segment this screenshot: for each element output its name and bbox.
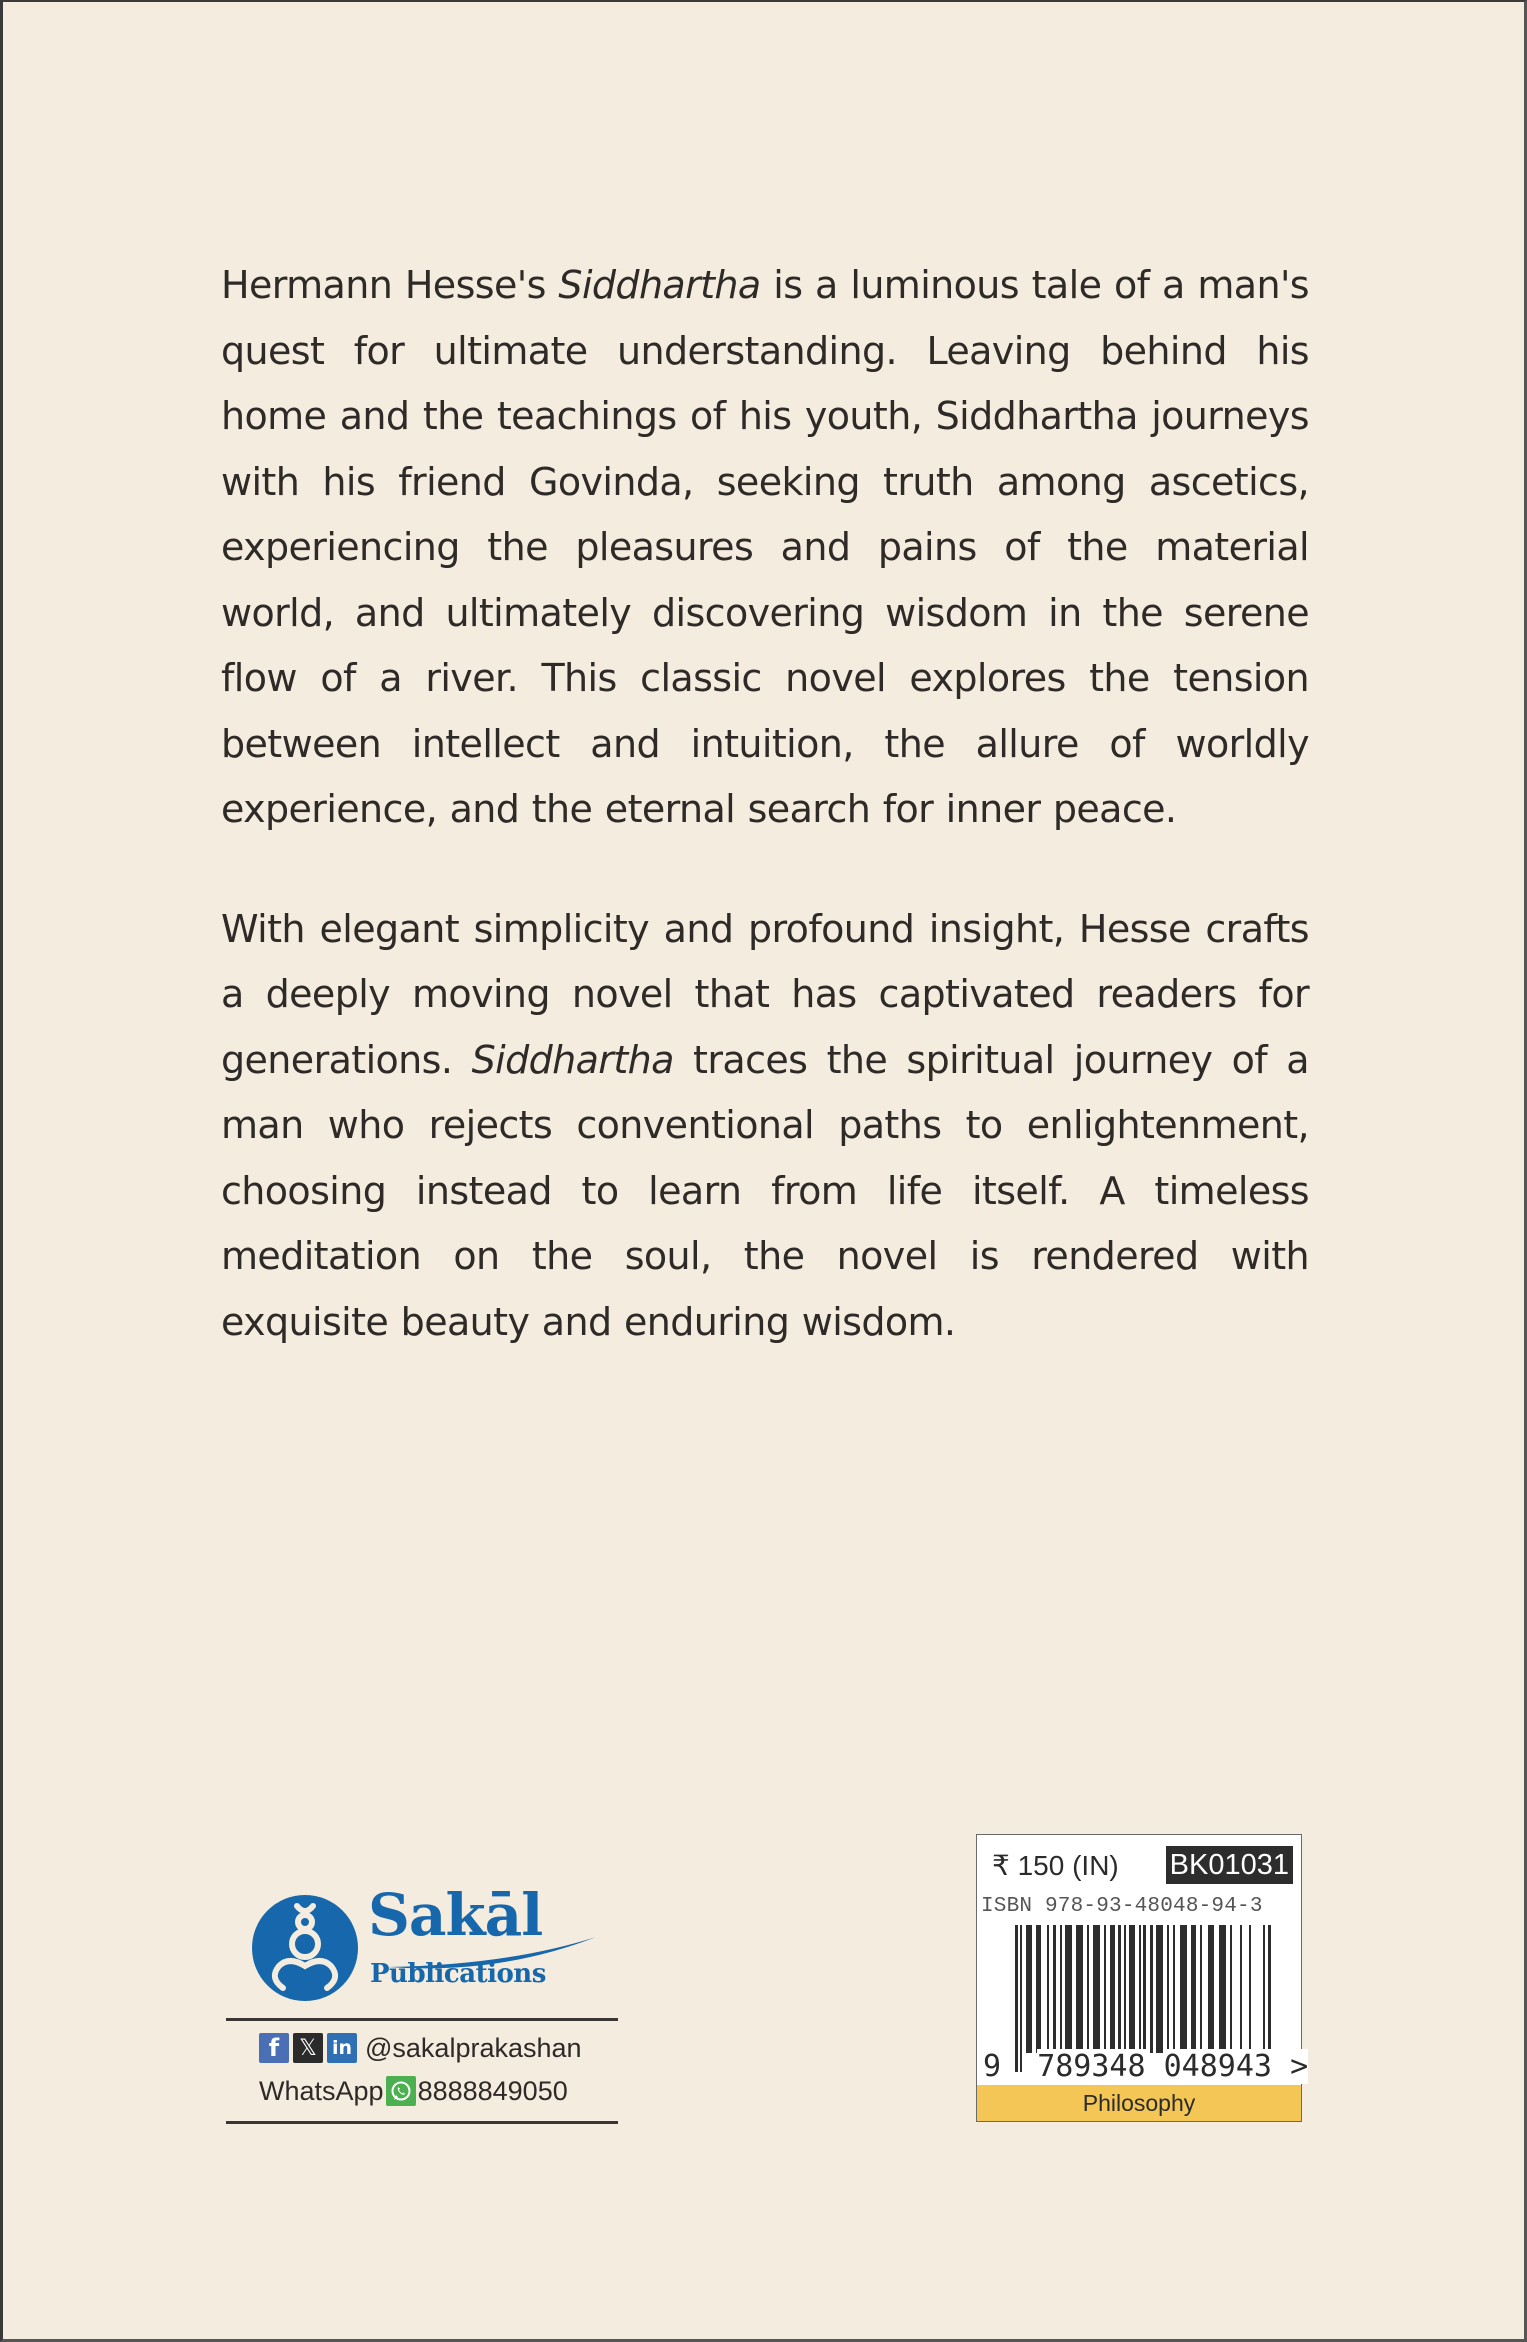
isbn-label: ISBN 978-93-48048-94-3 [981, 1895, 1263, 1918]
book-code-badge: BK01031 [1166, 1846, 1293, 1884]
book-title: Siddhartha [558, 263, 761, 307]
facebook-icon: f [259, 2033, 289, 2063]
sakal-meditating-figure-icon [252, 1895, 358, 2001]
whatsapp-icon [386, 2076, 416, 2106]
category-label: Philosophy [977, 2085, 1301, 2121]
social-handle: @sakalprakashan [365, 2032, 582, 2063]
barcode-digits: 9 789348 048943 > [983, 2049, 1309, 2084]
publisher-block [226, 1880, 618, 2124]
whatsapp-label: WhatsApp [259, 2075, 384, 2106]
divider [226, 2121, 618, 2124]
book-title: Siddhartha [471, 1037, 674, 1082]
linkedin-icon: in [327, 2033, 357, 2063]
publisher-sub: Publications [370, 1958, 546, 1989]
whatsapp-row [259, 2075, 618, 2107]
divider [226, 2018, 618, 2021]
publisher-name: Sakāl [368, 1880, 543, 1949]
social-row [259, 2032, 618, 2064]
barcode-box [976, 1834, 1309, 2122]
price: ₹ 150 (IN) [992, 1850, 1119, 1881]
back-cover-blurb [221, 253, 1309, 1355]
blurb-paragraph-2: With elegant simplicity and profound insight, Hesse crafts a deeply moving novel that has captivated readers for generations. Siddhartha traces the spiritual journey of a man who rejects conventional paths to enlightenment, choosing instead to learn from life itself. A timeless meditation on the soul, the novel is rendered with exquisite beauty and enduring wisdom. [221, 906, 1309, 1344]
whatsapp-number: 8888849050 [417, 2075, 568, 2106]
x-icon: 𝕏 [293, 2033, 323, 2063]
publisher-logo [252, 1880, 618, 2005]
blurb-paragraph-1: Hermann Hesse's Siddhartha is a luminous tale of a man's quest for ultimate understanding. Leaving behind his home and the teachings of his youth, Siddhartha journeys with his friend Govinda, seeking truth among ascetics, experiencing the pleasures and pains of the material world, and ultimately discovering wisdom in the serene flow of a river. This classic novel explores the tension between intellect and intuition, the allure of worldly experience, and the eternal search for inner peace. [221, 263, 1309, 831]
